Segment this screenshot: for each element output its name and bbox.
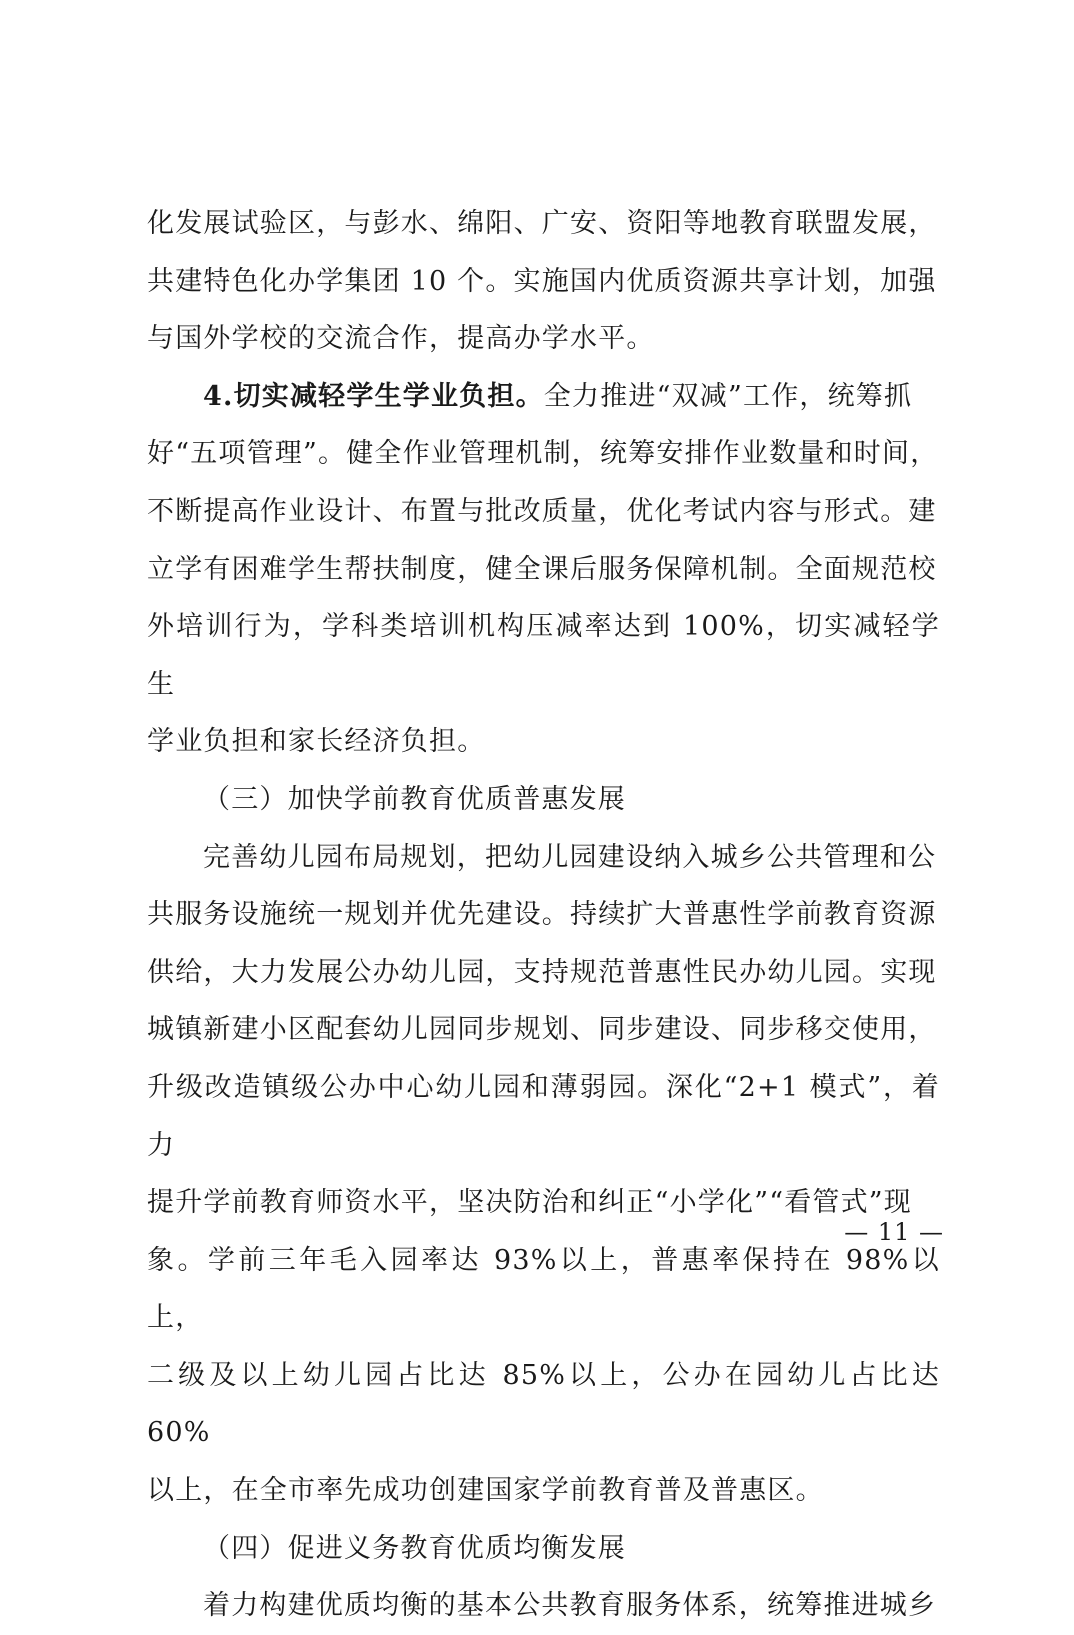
text-line: 不断提高作业设计、布置与批改质量，优化考试内容与形式。建 <box>147 495 937 527</box>
text-line: 供给，大力发展公办幼儿园，支持规范普惠性民办幼儿园。实现 <box>147 956 937 988</box>
paragraph-1 <box>147 195 940 368</box>
section-heading-3: （三）加快学前教育优质普惠发展 <box>203 783 626 815</box>
page-number: — 11 — <box>844 1218 944 1246</box>
paragraph-4 <box>147 1577 940 1635</box>
paragraph-3 <box>147 829 940 1520</box>
text-line: 外培训行为，学科类培训机构压减率达到 100%，切实减轻学生 <box>147 611 940 700</box>
text-line: 学业负担和家长经济负担。 <box>147 726 486 758</box>
text-line: 升级改造镇级公办中心幼儿园和薄弱园。深化“2+1 模式”，着力 <box>147 1071 940 1161</box>
text-line: 好“五项管理”。健全作业管理机制，统筹安排作业数量和时间， <box>147 438 939 470</box>
text-line <box>147 368 940 426</box>
text-line: 与国外学校的交流合作，提高办学水平。 <box>147 323 655 355</box>
text-line: 提升学前教育师资水平，坚决防治和纠正“小学化”“看管式”现 <box>147 1187 913 1219</box>
text-line: 共服务设施统一规划并优先建设。持续扩大普惠性学前教育资源 <box>147 899 937 931</box>
text-line: 完善幼儿园布局规划，把幼儿园建设纳入城乡公共管理和公 <box>203 841 937 873</box>
text-line: 象。学前三年毛入园率达 93%以上，普惠率保持在 98%以上， <box>147 1244 940 1334</box>
text-line: 化发展试验区，与彭水、绵阳、广安、资阳等地教育联盟发展， <box>147 208 937 239</box>
document-body <box>147 195 940 1635</box>
text-line: 城镇新建小区配套幼儿园同步规划、同步建设、同步移交使用， <box>147 1014 937 1046</box>
text-line: 立学有困难学生帮扶制度，健全课后服务保障机制。全面规范校 <box>147 553 937 585</box>
text-line: 以上，在全市率先成功创建国家学前教育普及普惠区。 <box>147 1475 824 1507</box>
section-heading-4: （四）促进义务教育优质均衡发展 <box>203 1532 626 1564</box>
text-run: 全力推进“双减”工作，统筹抓 <box>543 380 913 412</box>
text-line: 着力构建优质均衡的基本公共教育服务体系，统筹推进城乡 <box>203 1590 937 1622</box>
text-line: 二级及以上幼儿园占比达 85%以上，公办在园幼儿占比达 60% <box>147 1359 940 1449</box>
item-heading-bold: 4.切实减轻学生学业负担。 <box>203 380 544 412</box>
paragraph-2 <box>147 368 940 771</box>
text-line: 共建特色化办学集团 10 个。实施国内优质资源共享计划，加强 <box>147 265 937 297</box>
